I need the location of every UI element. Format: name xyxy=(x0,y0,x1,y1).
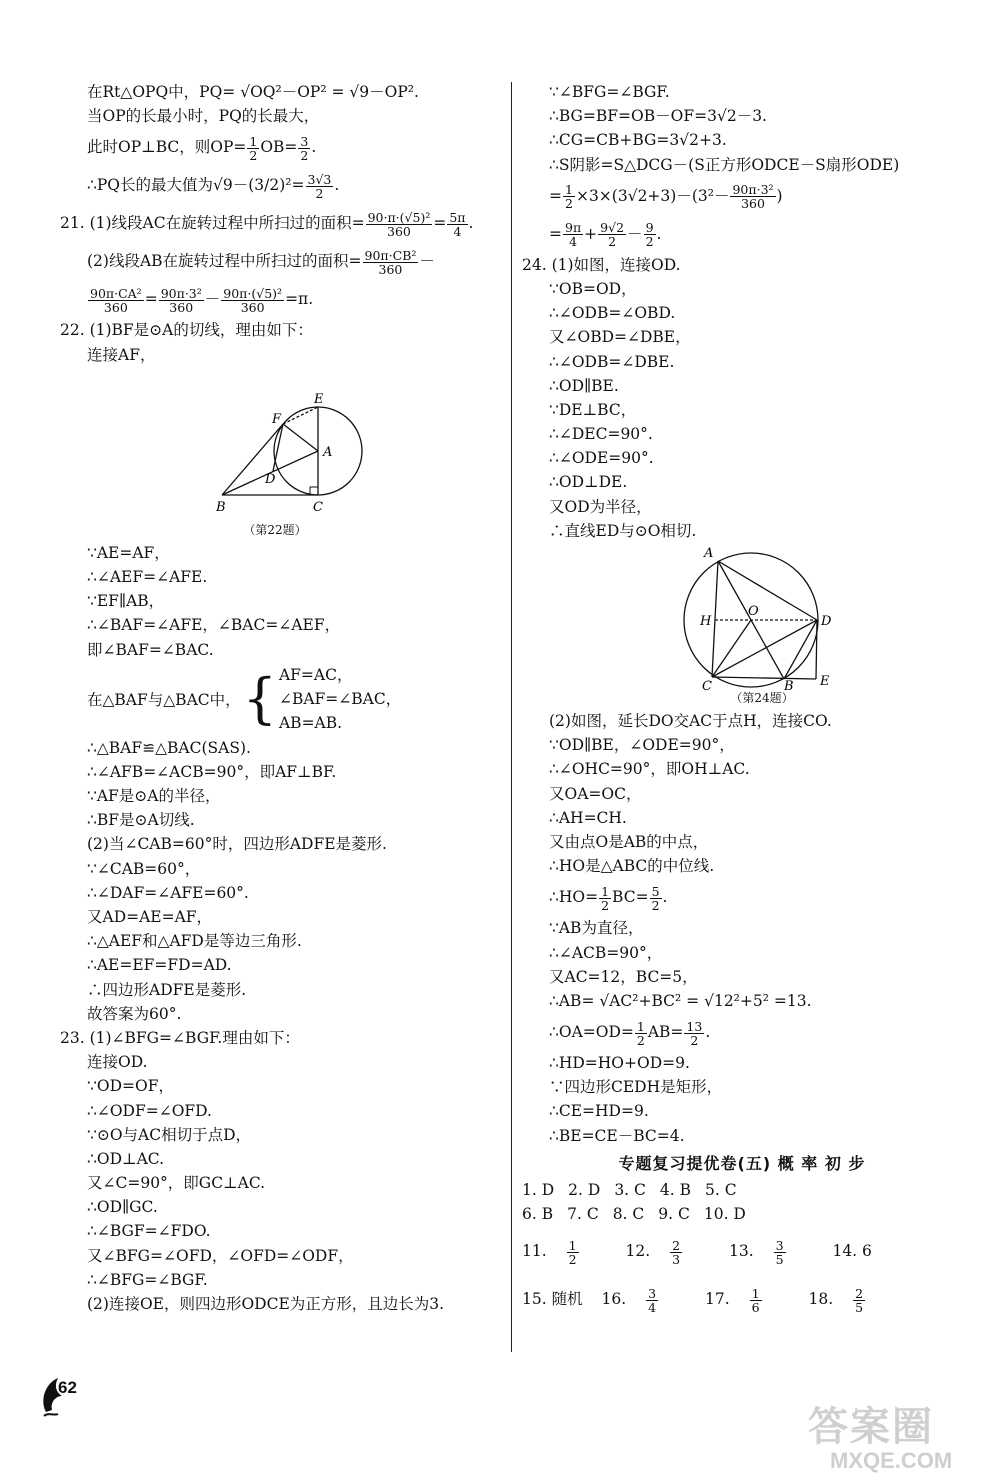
text-line: ∴∠BFG=∠BGF. xyxy=(87,1270,208,1289)
figure-22-diagram xyxy=(60,367,500,525)
text-line: ∴HD=HO+OD=9. xyxy=(549,1054,690,1073)
text-line: ∴AE=EF=FD=AD. xyxy=(87,956,232,975)
text-line: ∵OB=OD， xyxy=(549,279,637,298)
left-column xyxy=(60,80,500,1316)
label-f: F xyxy=(272,411,282,427)
text-line: ∴∠BGF=∠FDO. xyxy=(87,1222,211,1241)
text-line: ∴△BAF≌△BAC(SAS). xyxy=(87,738,251,757)
answer-row-2: 6. B 7. C 8. C 9. C 10. D xyxy=(522,1205,746,1224)
text-line: ∴OD⊥AC. xyxy=(87,1149,165,1168)
label-e: E xyxy=(820,674,830,689)
label-d: D xyxy=(265,471,276,487)
text-line: ∴∠DEC=90°. xyxy=(549,425,653,444)
text-line: ∴∠ODB=∠OBD. xyxy=(549,304,676,323)
brace: { xyxy=(242,666,277,730)
label-d: D xyxy=(821,614,832,629)
answer-row-1: 1. D 2. D 3. C 4. B 5. C xyxy=(522,1181,737,1199)
text-line: ∴OD∥GC. xyxy=(87,1198,158,1217)
text-line: 又∠C=90°，即GC⊥AC. xyxy=(87,1174,266,1193)
text-line: ∴OA=OD= $\frac{1}{2}$ AB= $\frac{13}{2}$ . xyxy=(549,1018,711,1048)
text-line: ∴S阴影=S△DCG－(S正方形ODCE－S扇形ODE) xyxy=(549,155,900,174)
label-c: C xyxy=(313,499,323,515)
text-line: ∴BF是⊙A切线. xyxy=(87,811,195,830)
brace-system: 在△BAF与△BAC中， { AF=AC， ∠BAF=∠BAC， AB=AB. xyxy=(87,665,402,732)
text-line: ∴△AEF和△AFD是等边三角形. xyxy=(87,932,302,951)
text-line: ∴CG=CB+BG=3√2+3. xyxy=(549,131,727,150)
text-line: ∴∠ACB=90°， xyxy=(549,943,663,962)
figure-22 xyxy=(60,367,500,525)
answer-row-4: 15. 随机 16. $\frac{3}{4}$ 17. $\frac{1}{6}$ 18. $\frac{2}{5}$ xyxy=(522,1285,864,1315)
text-line: $\frac{\text{90π·CA²}}{360}$ = $\frac{\text{90π·3²}}{360}$ － $\frac{\text{90π·(√5)²}}{360}$ =π. xyxy=(90,285,314,315)
figure-24-diagram xyxy=(522,543,962,691)
page-number: 62 xyxy=(58,1378,77,1397)
text-line: ∴BG=BF=OB－OF=3√2－3. xyxy=(549,107,767,126)
text-line: ∵AE=AF， xyxy=(87,543,170,562)
column-divider xyxy=(511,82,512,1352)
label-c: C xyxy=(702,679,712,691)
section-title: 专题复习提优卷(五) 概 率 初 步 xyxy=(618,1153,866,1173)
text-line: (2)如图，延长DO交AC于点H，连接CO. xyxy=(549,712,832,730)
text-line: ∵OD∥BE，∠ODE=90°， xyxy=(549,736,735,755)
text-line: ∴HO= $\frac{1}{2}$ BC= $\frac{5}{2}$ . xyxy=(549,883,668,913)
text-line: 又AC=12，BC=5， xyxy=(549,967,698,986)
text-line: ∴PQ长的最大值为√9－(3/2)²= $\frac{3√3}{2}$ . xyxy=(87,171,340,201)
label-a: A xyxy=(323,444,333,460)
question-21: 21. (1)线段AC在旋转过程中所扫过的面积= $\frac{\text{90·π·(√5)²}}{360}$ = $\frac{5\pi}{4}$ . xyxy=(60,209,474,239)
text-line: 又∠OBD=∠DBE， xyxy=(549,328,691,347)
text-line: 又OA=OC， xyxy=(549,784,642,803)
watermark-url: MXQE.COM xyxy=(830,1448,953,1473)
text-line: ∴OD⊥DE. xyxy=(549,473,628,492)
text-line: 此时OP⊥BC，则OP= $\frac{1}{2}$ OB= $\frac{3}{2}$ . xyxy=(87,133,317,163)
text-line: = $\frac{9\pi}{4}$ + $\frac{9√2}{2}$ － $\frac{9}{2}$ . xyxy=(549,220,662,250)
text-line: 在Rt△OPQ中，PQ= √OQ²－OP² = √9－OP². xyxy=(87,83,419,101)
figure-24-caption: （第24题） xyxy=(730,691,794,705)
text-line: (2)线段AB在旋转过程中所扫过的面积= $\frac{\text{90π·CB²}}{360}$ － xyxy=(87,247,435,277)
text-line: 又由点O是AB的中点， xyxy=(549,832,709,851)
text-line: ∵DE⊥BC， xyxy=(549,400,637,419)
question-23: 23. (1)∠BFG=∠BGF.理由如下： xyxy=(60,1028,300,1047)
text-line: ∴∠ODF=∠OFD. xyxy=(87,1101,212,1120)
text-line: ∴OD∥BE. xyxy=(549,376,619,395)
text-line: ∵AB为直径， xyxy=(549,919,644,938)
text-line: ∵OD=OF， xyxy=(87,1077,174,1096)
text-line: ∴四边形ADFE是菱形. xyxy=(87,980,247,999)
text-line: ∵四边形CEDH是矩形， xyxy=(549,1078,723,1097)
text-line: ∵EF∥AB， xyxy=(87,592,165,611)
text-line: ∴直线ED与⊙O相切. xyxy=(549,521,697,540)
question-24: 24. (1)如图，连接OD. xyxy=(522,255,681,274)
watermark-text: 答案圈 xyxy=(808,1405,934,1449)
text-line: ∴∠DAF=∠AFE=60°. xyxy=(87,883,249,902)
text-line: ∵AF是⊙A的半径， xyxy=(87,787,221,806)
text-line: 连接OD. xyxy=(87,1053,148,1072)
text-line: ∴∠AEF=∠AFE. xyxy=(87,567,208,586)
text-line: 即∠BAF=∠BAC. xyxy=(87,640,214,659)
text-line: 又AD=AE=AF， xyxy=(87,908,213,926)
text-line: ∴∠AFB=∠ACB=90°，即AF⊥BF. xyxy=(87,762,337,781)
text-line: ∴BE=CE－BC=4. xyxy=(549,1126,685,1145)
text-line: ∴AB= √AC²+BC² = √12²+5² =13. xyxy=(549,991,812,1010)
text-line: ∴∠ODB=∠DBE. xyxy=(549,352,675,371)
text-line: 又OD为半径， xyxy=(549,497,652,516)
watermark xyxy=(808,1395,952,1474)
text-line: ∴AH=CH. xyxy=(549,808,627,827)
text-line: ∴HO是△ABC的中位线. xyxy=(549,857,715,876)
text-line: ∵∠CAB=60°， xyxy=(87,859,201,878)
figure-24 xyxy=(522,543,962,691)
question-22: 22. (1)BF是⊙A的切线，理由如下： xyxy=(60,321,313,340)
text-line: ∵⊙O与AC相切于点D， xyxy=(87,1125,252,1144)
text-line: (2)当∠CAB=60°时，四边形ADFE是菱形. xyxy=(87,835,387,854)
label-e: E xyxy=(314,391,324,407)
text-line: ∴∠OHC=90°，即OH⊥AC. xyxy=(549,760,750,779)
label-a: A xyxy=(704,546,714,561)
text-line: = $\frac{1}{2}$ ×3×(3√2+3)－(3²－ $\frac{\text{90π·3²}}{360}$ ) xyxy=(549,182,783,212)
text-line: ∴∠BAF=∠AFE，∠BAC=∠AEF， xyxy=(87,616,341,635)
text-line: (2)连接OE，则四边形ODCE为正方形，且边长为3. xyxy=(87,1295,445,1313)
right-column xyxy=(522,80,962,1318)
text-line: ∴CE=HD=9. xyxy=(549,1102,649,1121)
text-line: 故答案为60°. xyxy=(87,1004,182,1023)
label-b: B xyxy=(784,679,794,691)
text-line: 又∠BFG=∠OFD，∠OFD=∠ODF， xyxy=(87,1246,354,1265)
text-line: 连接AF， xyxy=(87,345,156,364)
text-line: ∵∠BFG=∠BGF. xyxy=(549,83,670,101)
answer-row-3: 11. $\frac{1}{2}$ 12. $\frac{2}{3}$ 13. $\frac{3}{5}$ 14. 6 xyxy=(522,1237,872,1267)
text-line: ∴∠ODE=90°. xyxy=(549,449,654,468)
label-b: B xyxy=(216,499,226,515)
text-line: 当OP的长最小时，PQ的长最大， xyxy=(87,107,320,126)
label-o: O xyxy=(748,604,759,619)
figure-22-caption: （第22题） xyxy=(243,522,307,537)
label-h: H xyxy=(700,614,712,629)
